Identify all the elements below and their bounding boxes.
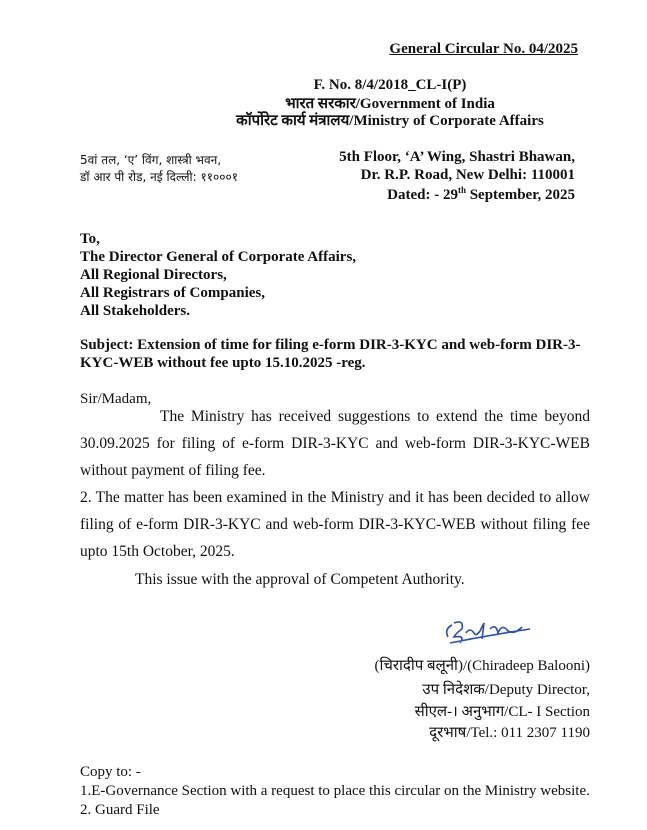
address-english-line: 5th Floor, ‘A’ Wing, Shastri Bhawan, — [339, 149, 575, 165]
paragraph-1: The Ministry has received suggestions to extend the time beyond 30.09.2025 for filing of e-form DIR-3-KYC and web-form DIR-3-KYC-WEB without payment of filing fee. — [80, 408, 590, 479]
address-hindi-line: डॉ आर पी रोड, नई दिल्ली: ११०००१ — [80, 170, 238, 184]
copy-to-item: 2. Guard File — [80, 802, 160, 818]
copy-to-label: Copy to: - — [80, 764, 141, 780]
address-hindi-line: 5वां तल, ‘ए’ विंग, शास्त्री भवन, — [80, 153, 222, 167]
signatory-name: (चिरादीप बलूनी)/(Chiradeep Balooni) — [374, 658, 590, 674]
to-label: To, — [80, 231, 100, 247]
recipient: The Director General of Corporate Affairs, — [80, 249, 357, 265]
salutation: Sir/Madam, — [80, 391, 152, 407]
signatory-designation: उप निदेशक/Deputy Director, — [422, 682, 590, 698]
subject: Subject: Extension of time for filing e-form DIR-3-KYC and web-form DIR-3-KYC-WEB without fee upto 15.10.2025 -reg. — [80, 337, 581, 371]
file-number: F. No. 8/4/2018_CL-I(P) — [313, 77, 467, 93]
address-english-line: Dr. R.P. Road, New Delhi: 110001 — [360, 167, 575, 183]
date-line — [387, 185, 575, 204]
date-prefix: Dated: - 29 — [387, 187, 458, 203]
recipient: All Registrars of Companies, — [80, 285, 265, 301]
copy-to-item: 1.E-Governance Section with a request to place this circular on the Ministry website. — [80, 783, 590, 799]
ministry-heading: कॉर्पोरेट कार्य मंत्रालय/Ministry of Corporate Affairs — [236, 113, 544, 129]
government-heading: भारत सरकार/Government of India — [285, 96, 495, 112]
date-suffix: September, 2025 — [465, 187, 575, 203]
signatory-telephone: दूरभाष/Tel.: 011 2307 1190 — [429, 725, 590, 741]
date-sup: th — [457, 185, 466, 195]
circular-number: General Circular No. 04/2025 — [389, 41, 578, 57]
recipient: All Stakeholders. — [80, 303, 191, 319]
paragraph-2: 2. The matter has been examined in the Ministry and it has been decided to allow filing of e-form DIR-3-KYC and web-form DIR-3-KYC-WEB without filing fee upto 15th October, 2025. — [80, 489, 590, 560]
signatory-section: सीएल-। अनुभाग/CL- I Section — [414, 704, 590, 720]
signature-image — [440, 615, 540, 645]
approval-line: This issue with the approval of Competent Authority. — [135, 571, 465, 588]
recipient: All Regional Directors, — [80, 267, 227, 283]
